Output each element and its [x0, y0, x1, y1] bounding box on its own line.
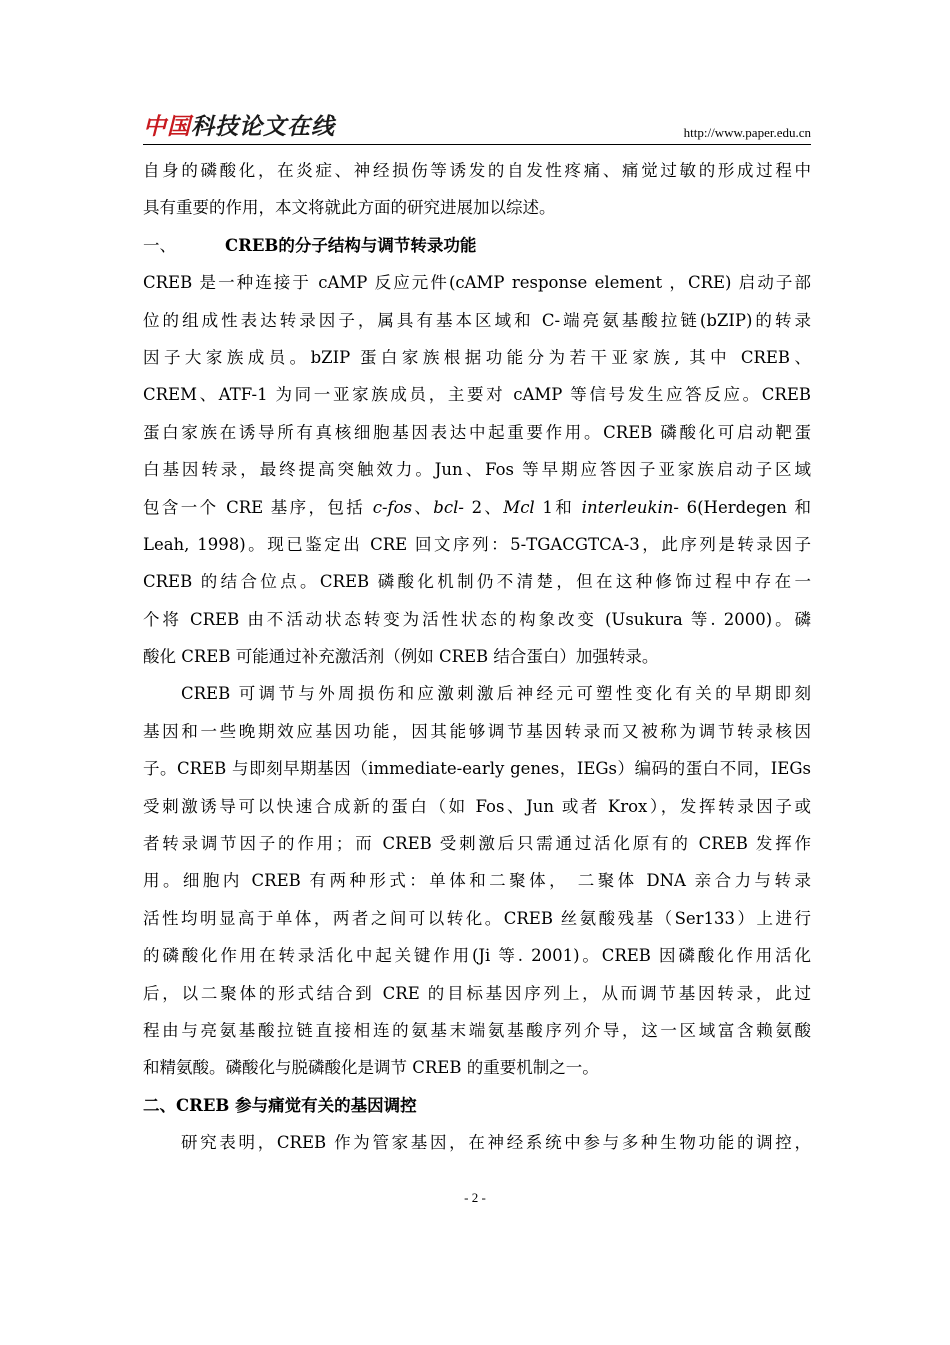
gene-name: Mcl: [503, 497, 535, 517]
text-line: 基因和一些晚期效应基因功能，因其能够调节基因转录而又被称为调节转录核因: [143, 721, 811, 741]
text-line: 研究表明，CREB 作为管家基因，在神经系统中参与多种生物功能的调控，: [181, 1133, 811, 1153]
section-heading-2: 二、CREB 参与痛觉有关的基因调控: [143, 1095, 417, 1115]
text-span: 2、: [463, 497, 504, 517]
text-line: 自身的磷酸化，在炎症、神经损伤等诱发的自发性疼痛、痛觉过敏的形成过程中: [143, 161, 811, 180]
text-line: 酸化 CREB 可能通过补充激活剂（例如 CREB 结合蛋白）加强转录。: [143, 647, 659, 667]
text-line-gene-list: [143, 489, 811, 526]
text-line: 用。细胞内 CREB 有两种形式：单体和二聚体， 二聚体 DNA 亲合力与转录: [143, 871, 811, 891]
text-span: 6(Herdegen 和: [679, 497, 811, 517]
text-line: CREB 的结合位点。CREB 磷酸化机制仍不清楚，但在这种修饰过程中存在一: [143, 572, 811, 592]
text-line: 因子大家族成员。bZIP 蛋白家族根据功能分为若干亚家族, 其中 CREB、: [143, 347, 811, 367]
logo-red-text: 中国: [143, 114, 191, 140]
text-span: 、: [412, 497, 434, 517]
gene-name: bcl-: [433, 497, 464, 517]
logo-black-text: 科技论文在线: [191, 114, 335, 140]
text-span: 1和: [534, 497, 582, 517]
text-line: 受刺激诱导可以快速合成新的蛋白（如 Fos、Jun 或者 Krox），发挥转录因子或: [143, 796, 811, 816]
text-line: 白基因转录，最终提高突触效力。Jun、Fos 等早期应答因子亚家族启动子区域: [143, 460, 811, 480]
text-line: CREB 可调节与外周损伤和应激刺激后神经元可塑性变化有关的早期即刻: [181, 684, 811, 704]
header-url: http://www.paper.edu.cn: [683, 125, 811, 140]
gene-name: c-fos: [372, 497, 413, 517]
page-number: - 2 -: [464, 1190, 486, 1205]
paper-body: [143, 152, 811, 1162]
heading-number: 一、: [143, 235, 176, 255]
text-line: 具有重要的作用，本文将就此方面的研究进展加以综述。: [143, 198, 556, 218]
text-line: 个将 CREB 由不活动状态转变为活性状态的构象改变 (Usukura 等. 2000)。磷: [143, 609, 811, 629]
text-line: 程由与亮氨基酸拉链直接相连的氨基末端氨基酸序列介导，这一区域富含赖氨酸: [143, 1020, 811, 1040]
page-header: [143, 112, 811, 145]
text-line: CREM、ATF-1 为同一亚家族成员，主要对 cAMP 等信号发生应答反应。CREB: [143, 385, 811, 405]
text-line: 后，以二聚体的形式结合到 CRE 的目标基因序列上，从而调节基因转录，此过: [143, 983, 811, 1003]
text-line: 者转录调节因子的作用；而 CREB 受刺激后只需通过活化原有的 CREB 发挥作: [143, 834, 811, 854]
text-line: 的磷酸化作用在转录活化中起关键作用(Ji 等. 2001)。CREB 因磷酸化作用活化: [143, 946, 811, 966]
text-line: 活性均明显高于单体，两者之间可以转化。CREB 丝氨酸残基（Ser133）上进行: [143, 908, 811, 928]
text-line: CREB 是一种连接于 cAMP 反应元件(cAMP response element ，CRE) 启动子部: [143, 273, 811, 293]
text-line: 位的组成性表达转录因子，属具有基本区域和 C-端亮氨基酸拉链(bZIP)的转录: [143, 310, 811, 330]
text-span: 包含一个 CRE 基序，包括: [143, 497, 373, 517]
text-line: 蛋白家族在诱导所有真核细胞基因表达中起重要作用。CREB 磷酸化可启动靶蛋: [143, 422, 811, 442]
text-line: 子。CREB 与即刻早期基因（immediate-early genes，IEGs）编码的蛋白不同，IEGs: [143, 759, 811, 779]
text-line: 和精氨酸。磷酸化与脱磷酸化是调节 CREB 的重要机制之一。: [143, 1058, 599, 1078]
text-line: Leah, 1998)。现已鉴定出 CRE 回文序列：5-TGACGTCA-3，此序列是转录因子: [143, 534, 811, 554]
heading-text: CREB的分子结构与调节转录功能: [225, 235, 477, 255]
section-heading-1: [143, 227, 811, 264]
site-logo: [143, 112, 335, 142]
gene-name: interleukin-: [581, 497, 680, 517]
